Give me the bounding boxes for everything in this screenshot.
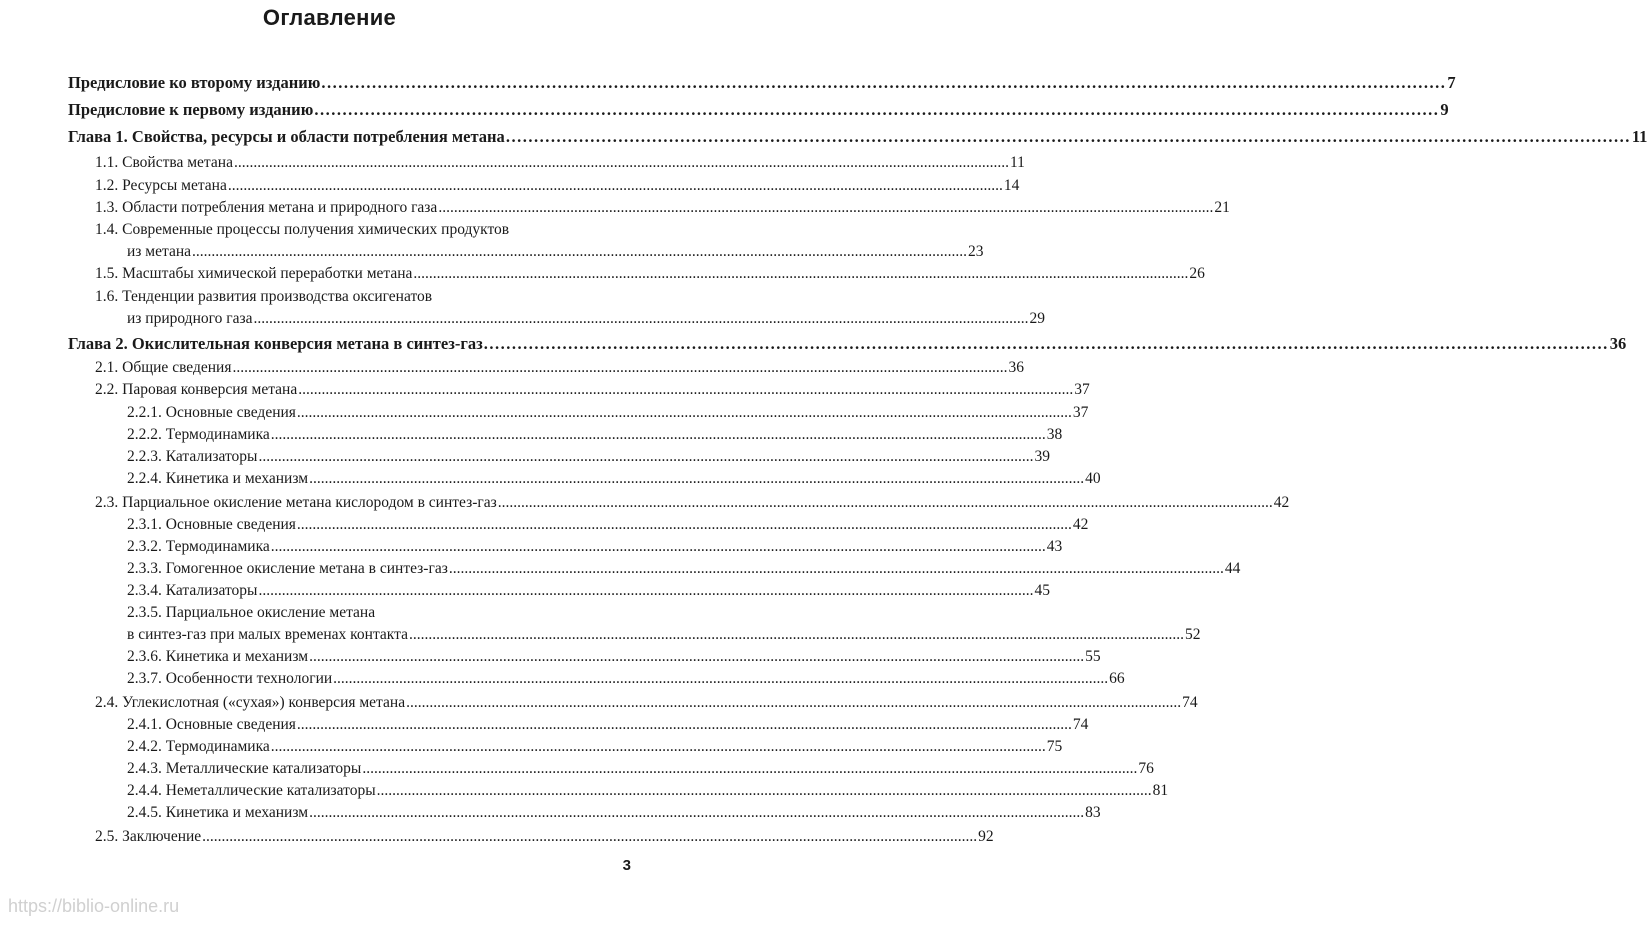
toc-entry-page: 75 bbox=[1046, 738, 1063, 755]
toc-entry-page: 37 bbox=[1072, 404, 1089, 421]
dot-leader: ........................................................................................................................................................................................................ bbox=[505, 127, 1631, 146]
dot-leader: ........................................................................................................................................................................................................ bbox=[309, 648, 1085, 665]
toc-entry bbox=[0, 126, 1647, 148]
toc-entry-title: 2.4. Углекислотная («сухая») конверсия метана bbox=[95, 694, 406, 711]
toc-entry-page: 39 bbox=[1034, 448, 1050, 465]
watermark-url: https://biblio-online.ru bbox=[8, 896, 180, 916]
toc-entry-page: 11 bbox=[1009, 154, 1025, 171]
toc-entry-page: 37 bbox=[1074, 381, 1090, 398]
toc-entry-page: 14 bbox=[1003, 177, 1020, 194]
dot-leader: ........................................................................................................................................................................................................ bbox=[333, 670, 1109, 687]
toc-entry bbox=[0, 263, 1205, 285]
toc-entry bbox=[0, 802, 1101, 824]
dot-leader: ........................................................................................................................................................................................................ bbox=[448, 560, 1224, 577]
toc-entry-title: 2.3.6. Кинетика и механизм bbox=[127, 648, 309, 665]
toc-entry-title: 2.4.4. Неметаллические катализаторы bbox=[127, 782, 376, 799]
toc-entry-title: 1.1. Свойства метана bbox=[95, 154, 233, 171]
toc-entry-title: 2.4.3. Металлические катализаторы bbox=[127, 760, 362, 777]
dot-leader: ........................................................................................................................................................................................................ bbox=[258, 582, 1034, 599]
toc-entry bbox=[0, 646, 1101, 668]
toc-entry-title: 2.3. Парциальное окисление метана кислородом в синтез-газ bbox=[95, 494, 497, 511]
dot-leader: ........................................................................................................................................................................................................ bbox=[296, 716, 1072, 733]
dot-leader: ........................................................................................................................................................................................................ bbox=[270, 538, 1046, 555]
toc-entry-page: 26 bbox=[1189, 265, 1205, 282]
toc-entry bbox=[0, 446, 1050, 468]
toc-entry bbox=[0, 558, 1241, 580]
toc-entry-title: 2.2.1. Основные сведения bbox=[127, 404, 296, 421]
dot-leader: ........................................................................................................................................................................................................ bbox=[296, 404, 1072, 421]
page-number: 3 bbox=[622, 857, 631, 874]
toc-entry-title: 2.1. Общие сведения bbox=[95, 359, 232, 376]
toc-entry bbox=[0, 514, 1089, 536]
toc-entry-page: 7 bbox=[1447, 73, 1456, 92]
toc-entry bbox=[0, 424, 1063, 446]
toc-entry-page: 36 bbox=[1609, 334, 1627, 353]
toc-entry-page: 29 bbox=[1029, 310, 1045, 327]
toc-entry-title: 2.3.7. Особенности технологии bbox=[127, 670, 333, 687]
toc-entry bbox=[0, 197, 1230, 219]
toc-entry-title: 2.5. Заключение bbox=[95, 828, 202, 845]
dot-leader: ........................................................................................................................................................................................................ bbox=[270, 738, 1046, 755]
toc-entry-title-first-line: 2.3.5. Парциальное окисление метана bbox=[127, 604, 376, 621]
toc-entry bbox=[0, 175, 1020, 197]
dot-leader: ........................................................................................................................................................................................................ bbox=[227, 177, 1003, 194]
toc-entry-title: Предисловие ко второму изданию bbox=[68, 73, 321, 92]
dot-leader: ........................................................................................................................................................................................................ bbox=[438, 199, 1214, 216]
dot-leader: ........................................................................................................................................................................................................ bbox=[321, 73, 1447, 92]
toc-entry bbox=[0, 714, 1089, 736]
toc-entry-page: 11 bbox=[1631, 127, 1647, 146]
toc-entry bbox=[0, 780, 1169, 802]
toc-entry bbox=[0, 492, 1290, 514]
dot-leader: ........................................................................................................................................................................................................ bbox=[483, 334, 1609, 353]
dot-leader: ........................................................................................................................................................................................................ bbox=[298, 381, 1074, 398]
toc-entry-page: 52 bbox=[1184, 626, 1201, 643]
dot-leader: ........................................................................................................................................................................................................ bbox=[362, 760, 1138, 777]
dot-leader: ........................................................................................................................................................................................................ bbox=[258, 448, 1034, 465]
toc-entry bbox=[0, 152, 1025, 174]
toc-entry bbox=[0, 826, 994, 848]
toc-entry-title: 2.3.1. Основные сведения bbox=[127, 516, 296, 533]
dot-leader: ........................................................................................................................................................................................................ bbox=[497, 494, 1273, 511]
toc-entry-page: 76 bbox=[1138, 760, 1154, 777]
toc-entry bbox=[0, 604, 1201, 646]
dot-leader: ........................................................................................................................................................................................................ bbox=[232, 359, 1008, 376]
toc-entry-title: 2.4.2. Термодинамика bbox=[127, 738, 270, 755]
toc-entry-page: 55 bbox=[1085, 648, 1101, 665]
toc-entry-page: 36 bbox=[1008, 359, 1024, 376]
toc-entry-title: 2.2.4. Кинетика и механизм bbox=[127, 470, 309, 487]
toc-entry-page: 9 bbox=[1440, 100, 1449, 119]
dot-leader: ........................................................................................................................................................................................................ bbox=[309, 470, 1085, 487]
toc-entry-title: Глава 1. Свойства, ресурсы и области потребления метана bbox=[68, 127, 505, 146]
toc-entry-title: 2.3.2. Термодинамика bbox=[127, 538, 270, 555]
dot-leader: ........................................................................................................................................................................................................ bbox=[406, 694, 1182, 711]
toc-entry bbox=[0, 758, 1154, 780]
toc-entry bbox=[0, 668, 1125, 690]
toc-entry-page: 83 bbox=[1085, 804, 1101, 821]
dot-leader: ........................................................................................................................................................................................................ bbox=[233, 154, 1009, 171]
toc-entry bbox=[0, 221, 984, 263]
toc-entry-page: 42 bbox=[1072, 516, 1089, 533]
dot-leader: ........................................................................................................................................................................................................ bbox=[408, 626, 1184, 643]
dot-leader: ........................................................................................................................................................................................................ bbox=[296, 516, 1072, 533]
toc-entry-title: из метана bbox=[127, 243, 191, 260]
toc-entry bbox=[0, 468, 1101, 490]
dot-leader: ........................................................................................................................................................................................................ bbox=[270, 426, 1046, 443]
toc-entry-page: 38 bbox=[1046, 426, 1063, 443]
toc-entry-title: 1.5. Масштабы химической переработки метана bbox=[95, 265, 413, 282]
toc-entry-title: из природного газа bbox=[127, 310, 253, 327]
toc-entry-title: 2.2. Паровая конверсия метана bbox=[95, 381, 298, 398]
dot-leader: ........................................................................................................................................................................................................ bbox=[202, 828, 978, 845]
toc-entry-title: 2.3.4. Катализаторы bbox=[127, 582, 258, 599]
dot-leader: ........................................................................................................................................................................................................ bbox=[253, 310, 1029, 327]
toc-entry-title: в синтез-газ при малых временах контакта bbox=[127, 626, 408, 643]
toc-entry-page: 21 bbox=[1214, 199, 1230, 216]
toc-entry-title-first-line: 1.4. Современные процессы получения химических продуктов bbox=[95, 221, 510, 238]
toc-entry-title: Глава 2. Окислительная конверсия метана в синтез-газ bbox=[68, 334, 483, 353]
toc-entry bbox=[0, 402, 1089, 424]
toc-entry-page: 43 bbox=[1046, 538, 1063, 555]
dot-leader: ........................................................................................................................................................................................................ bbox=[413, 265, 1189, 282]
toc-entry-page: 42 bbox=[1273, 494, 1290, 511]
toc-entry bbox=[0, 692, 1198, 714]
toc-entry bbox=[0, 736, 1063, 758]
toc-entry-page: 44 bbox=[1224, 560, 1241, 577]
toc-entry-page: 40 bbox=[1085, 470, 1101, 487]
toc-entry-page: 81 bbox=[1152, 782, 1169, 799]
toc-entry-page: 92 bbox=[978, 828, 994, 845]
toc-entry-page: 66 bbox=[1109, 670, 1125, 687]
toc-entry-title-first-line: 1.6. Тенденции развития производства оксигенатов bbox=[95, 288, 433, 305]
toc-entry bbox=[0, 536, 1063, 558]
toc-entry bbox=[0, 72, 1456, 94]
toc-entry bbox=[0, 379, 1090, 401]
toc-entry-title: Предисловие к первому изданию bbox=[68, 100, 314, 119]
toc-entry-title: 2.4.5. Кинетика и механизм bbox=[127, 804, 309, 821]
toc-entry-title: 2.3.3. Гомогенное окисление метана в синтез-газ bbox=[127, 560, 448, 577]
toc-entry-title: 2.2.3. Катализаторы bbox=[127, 448, 258, 465]
dot-leader: ........................................................................................................................................................................................................ bbox=[376, 782, 1152, 799]
toc-entry bbox=[0, 580, 1050, 602]
dot-leader: ........................................................................................................................................................................................................ bbox=[314, 100, 1440, 119]
toc-entry bbox=[0, 357, 1024, 379]
toc-entry bbox=[0, 99, 1449, 121]
toc-entry-page: 74 bbox=[1072, 716, 1089, 733]
dot-leader: ........................................................................................................................................................................................................ bbox=[309, 804, 1085, 821]
toc-entry-title: 1.2. Ресурсы метана bbox=[95, 177, 227, 194]
toc-entry-title: 1.3. Области потребления метана и природного газа bbox=[95, 199, 438, 216]
dot-leader: ........................................................................................................................................................................................................ bbox=[192, 243, 967, 260]
toc-entry-page: 45 bbox=[1034, 582, 1050, 599]
toc-entry-title: 2.4.1. Основные сведения bbox=[127, 716, 296, 733]
toc-entry-title: 2.2.2. Термодинамика bbox=[127, 426, 270, 443]
toc-entry bbox=[0, 288, 1045, 330]
toc-entry-page: 23 bbox=[968, 243, 984, 260]
page-title: Оглавление bbox=[262, 5, 397, 30]
toc-entry-page: 74 bbox=[1182, 694, 1198, 711]
toc-entry bbox=[0, 333, 1627, 355]
